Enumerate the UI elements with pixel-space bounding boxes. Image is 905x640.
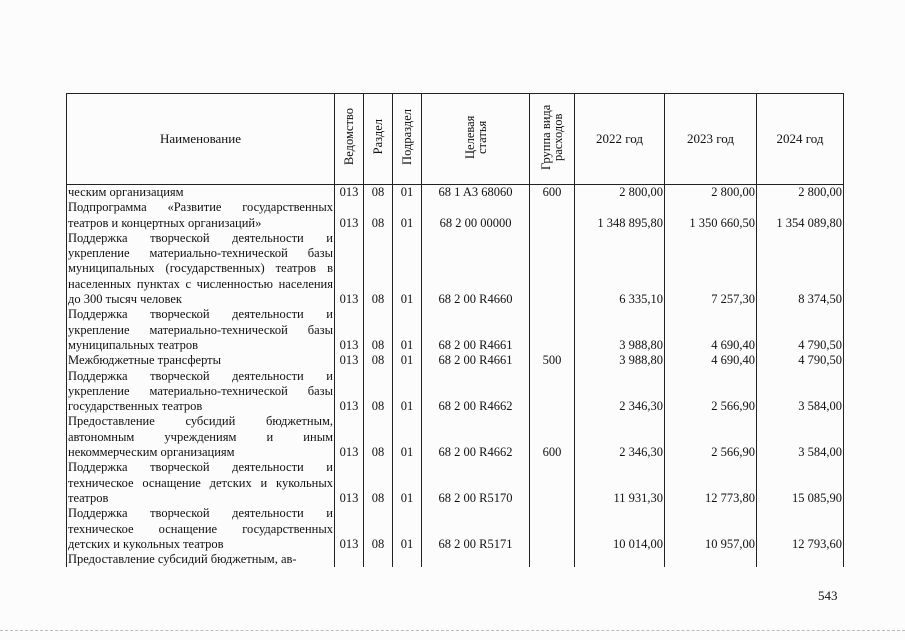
- table-row: [67, 231, 844, 307]
- row-podrazdel: 01: [393, 460, 422, 506]
- row-name: Межбюджетные трансферты: [67, 353, 335, 368]
- row-value-2023: 2 566,90: [665, 414, 757, 460]
- row-podrazdel: 01: [393, 414, 422, 460]
- row-vedomstvo: 013: [335, 307, 364, 353]
- row-celevaya: 68 2 00 R4661: [422, 307, 530, 353]
- row-value-2024: [757, 552, 844, 567]
- table-row: [67, 307, 844, 353]
- row-value-2024: 8 374,50: [757, 231, 844, 307]
- page-edge-line: [0, 630, 905, 631]
- row-podrazdel: 01: [393, 185, 422, 201]
- row-vedomstvo: 013: [335, 460, 364, 506]
- table-row: [67, 185, 844, 201]
- row-razdel: 08: [364, 414, 393, 460]
- row-gruppa: [530, 200, 575, 231]
- row-name: Поддержка творческой деятельности и укрепление материально-технической базы муниципальных театров: [68, 307, 333, 352]
- row-gruppa: 600: [530, 414, 575, 460]
- row-value-2024: 3 584,00: [757, 414, 844, 460]
- row-name: ческим организациям: [67, 185, 335, 201]
- row-value-2023: 2 800,00: [665, 185, 757, 201]
- row-value-2024: 1 354 089,80: [757, 200, 844, 231]
- header-name: Наименование: [67, 94, 335, 185]
- row-celevaya: 68 2 00 R5170: [422, 460, 530, 506]
- row-name: Подпрограмма «Развитие государственных театров и концертных организаций»: [68, 200, 333, 230]
- row-celevaya: 68 2 00 00000: [422, 200, 530, 231]
- row-razdel: 08: [364, 231, 393, 307]
- row-gruppa: [530, 231, 575, 307]
- row-celevaya: 68 2 00 R4662: [422, 414, 530, 460]
- table-row: [67, 200, 844, 231]
- row-razdel: 08: [364, 369, 393, 415]
- row-value-2022: 10 014,00: [575, 506, 665, 552]
- row-value-2023: [665, 552, 757, 567]
- row-value-2023: 4 690,40: [665, 353, 757, 368]
- header-2022: 2022 год: [575, 94, 665, 185]
- row-gruppa: [530, 307, 575, 353]
- page-number: 543: [818, 588, 838, 603]
- row-vedomstvo: 013: [335, 369, 364, 415]
- row-celevaya: 68 2 00 R4661: [422, 353, 530, 368]
- row-name: Поддержка творческой деятельности и техническое оснащение государственных детских и кукольных театров: [68, 506, 333, 551]
- table-row: [67, 414, 844, 460]
- row-celevaya: 68 2 00 R4660: [422, 231, 530, 307]
- header-vedomstvo: Ведомство: [335, 94, 364, 185]
- row-podrazdel: 01: [393, 369, 422, 415]
- row-razdel: 08: [364, 353, 393, 368]
- budget-table: [66, 93, 844, 567]
- row-value-2022: 1 348 895,80: [575, 200, 665, 231]
- row-gruppa: [530, 506, 575, 552]
- row-value-2022: 11 931,30: [575, 460, 665, 506]
- row-razdel: 08: [364, 200, 393, 231]
- table-row: [67, 369, 844, 415]
- row-value-2024: 4 790,50: [757, 353, 844, 368]
- row-vedomstvo: 013: [335, 185, 364, 201]
- row-celevaya: 68 1 A3 68060: [422, 185, 530, 201]
- row-name: Поддержка творческой деятельности и укрепление материально-технической базы государственных театров: [68, 368, 333, 414]
- header-podrazdel: Подраздел: [393, 94, 422, 185]
- row-value-2023: 12 773,80: [665, 460, 757, 506]
- row-celevaya: [422, 552, 530, 567]
- row-value-2022: [575, 552, 665, 567]
- row-value-2022: 2 346,30: [575, 369, 665, 415]
- row-celevaya: 68 2 00 R4662: [422, 369, 530, 415]
- row-value-2022: 2 800,00: [575, 185, 665, 201]
- row-celevaya: 68 2 00 R5171: [422, 506, 530, 552]
- table-row: [67, 353, 844, 368]
- row-name: Поддержка творческой деятельности и укрепление материально-технической базы муниципальных (государственных) театров в населенных пунктах с численностью населения до 300 тысяч человек: [68, 230, 333, 307]
- table-header: [67, 94, 844, 185]
- table-body: [67, 185, 844, 568]
- row-razdel: 08: [364, 185, 393, 201]
- row-vedomstvo: 013: [335, 506, 364, 552]
- row-podrazdel: 01: [393, 200, 422, 231]
- table-row: [67, 506, 844, 552]
- row-razdel: 08: [364, 307, 393, 353]
- row-value-2024: 2 800,00: [757, 185, 844, 201]
- row-name: Предоставление субсидий бюджетным, автономным учреждениям и иным некоммерческим организациям: [68, 414, 333, 460]
- row-name: Поддержка творческой деятельности и техническое оснащение детских и кукольных театров: [68, 460, 333, 505]
- header-celevaya: Целевая статья: [422, 94, 530, 185]
- row-value-2023: 1 350 660,50: [665, 200, 757, 231]
- row-podrazdel: 01: [393, 353, 422, 368]
- row-gruppa: 600: [530, 185, 575, 201]
- row-vedomstvo: 013: [335, 414, 364, 460]
- row-value-2022: 3 988,80: [575, 353, 665, 368]
- row-vedomstvo: 013: [335, 231, 364, 307]
- table-row: [67, 460, 844, 506]
- row-podrazdel: 01: [393, 231, 422, 307]
- table-row: [67, 552, 844, 567]
- header-razdel: Раздел: [364, 94, 393, 185]
- row-razdel: [364, 552, 393, 567]
- row-gruppa: [530, 460, 575, 506]
- row-vedomstvo: 013: [335, 353, 364, 368]
- row-value-2022: 3 988,80: [575, 307, 665, 353]
- row-value-2022: 6 335,10: [575, 231, 665, 307]
- row-name: Предоставление субсидий бюджетным, ав-: [67, 552, 335, 567]
- row-podrazdel: 01: [393, 506, 422, 552]
- row-value-2023: 4 690,40: [665, 307, 757, 353]
- row-gruppa: 500: [530, 353, 575, 368]
- row-gruppa: [530, 369, 575, 415]
- row-value-2022: 2 346,30: [575, 414, 665, 460]
- row-value-2024: 3 584,00: [757, 369, 844, 415]
- header-2023: 2023 год: [665, 94, 757, 185]
- row-value-2023: 7 257,30: [665, 231, 757, 307]
- row-value-2024: 12 793,60: [757, 506, 844, 552]
- row-podrazdel: [393, 552, 422, 567]
- row-vedomstvo: [335, 552, 364, 567]
- row-value-2023: 10 957,00: [665, 506, 757, 552]
- row-value-2024: 15 085,90: [757, 460, 844, 506]
- row-vedomstvo: 013: [335, 200, 364, 231]
- row-gruppa: [530, 552, 575, 567]
- row-value-2023: 2 566,90: [665, 369, 757, 415]
- budget-document: [66, 93, 843, 567]
- header-2024: 2024 год: [757, 94, 844, 185]
- row-razdel: 08: [364, 506, 393, 552]
- header-gruppa: Группа вида расходов: [530, 94, 575, 185]
- row-value-2024: 4 790,50: [757, 307, 844, 353]
- row-razdel: 08: [364, 460, 393, 506]
- row-podrazdel: 01: [393, 307, 422, 353]
